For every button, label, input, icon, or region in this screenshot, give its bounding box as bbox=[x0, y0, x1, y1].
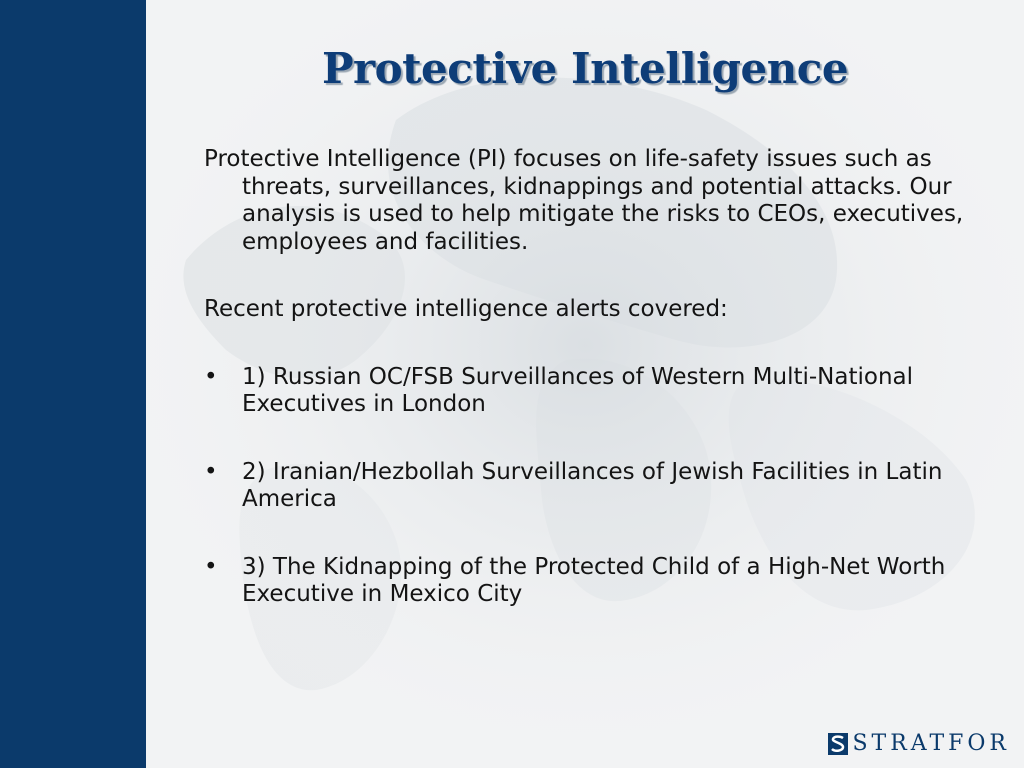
bullet-text: 1) Russian OC/FSB Surveillances of Western Multi-National Executives in London bbox=[242, 363, 914, 417]
bullet-item bbox=[204, 554, 1004, 609]
bullet-item bbox=[204, 459, 1004, 514]
stratfor-logo-text: STRATFOR bbox=[852, 731, 1010, 756]
intro-paragraph: Protective Intelligence (PI) focuses on life-safety issues such as threats, surveillances, kidnappings and potential attacks. Our analysis is used to help mitigate the risks to CEOs, executives, employees and facilities. bbox=[204, 146, 964, 255]
bullet-dot: • bbox=[204, 458, 218, 485]
slide-title: Protective Intelligence bbox=[321, 44, 849, 93]
bullet-item bbox=[204, 364, 1004, 419]
alerts-heading: Recent protective intelligence alerts covered: bbox=[204, 296, 728, 322]
bullet-dot: • bbox=[204, 553, 218, 580]
bullet-dot: • bbox=[204, 363, 218, 390]
slide-body bbox=[204, 146, 1004, 609]
bullet-text: 2) Iranian/Hezbollah Surveillances of Jewish Facilities in Latin America bbox=[242, 458, 943, 512]
stratfor-logo bbox=[828, 731, 1010, 756]
stratfor-s-icon bbox=[830, 735, 846, 753]
stratfor-logo-mark bbox=[828, 733, 848, 755]
bullet-text: 3) The Kidnapping of the Protected Child of a High-Net Worth Executive in Mexico City bbox=[242, 553, 946, 607]
left-sidebar-bar bbox=[0, 0, 146, 768]
